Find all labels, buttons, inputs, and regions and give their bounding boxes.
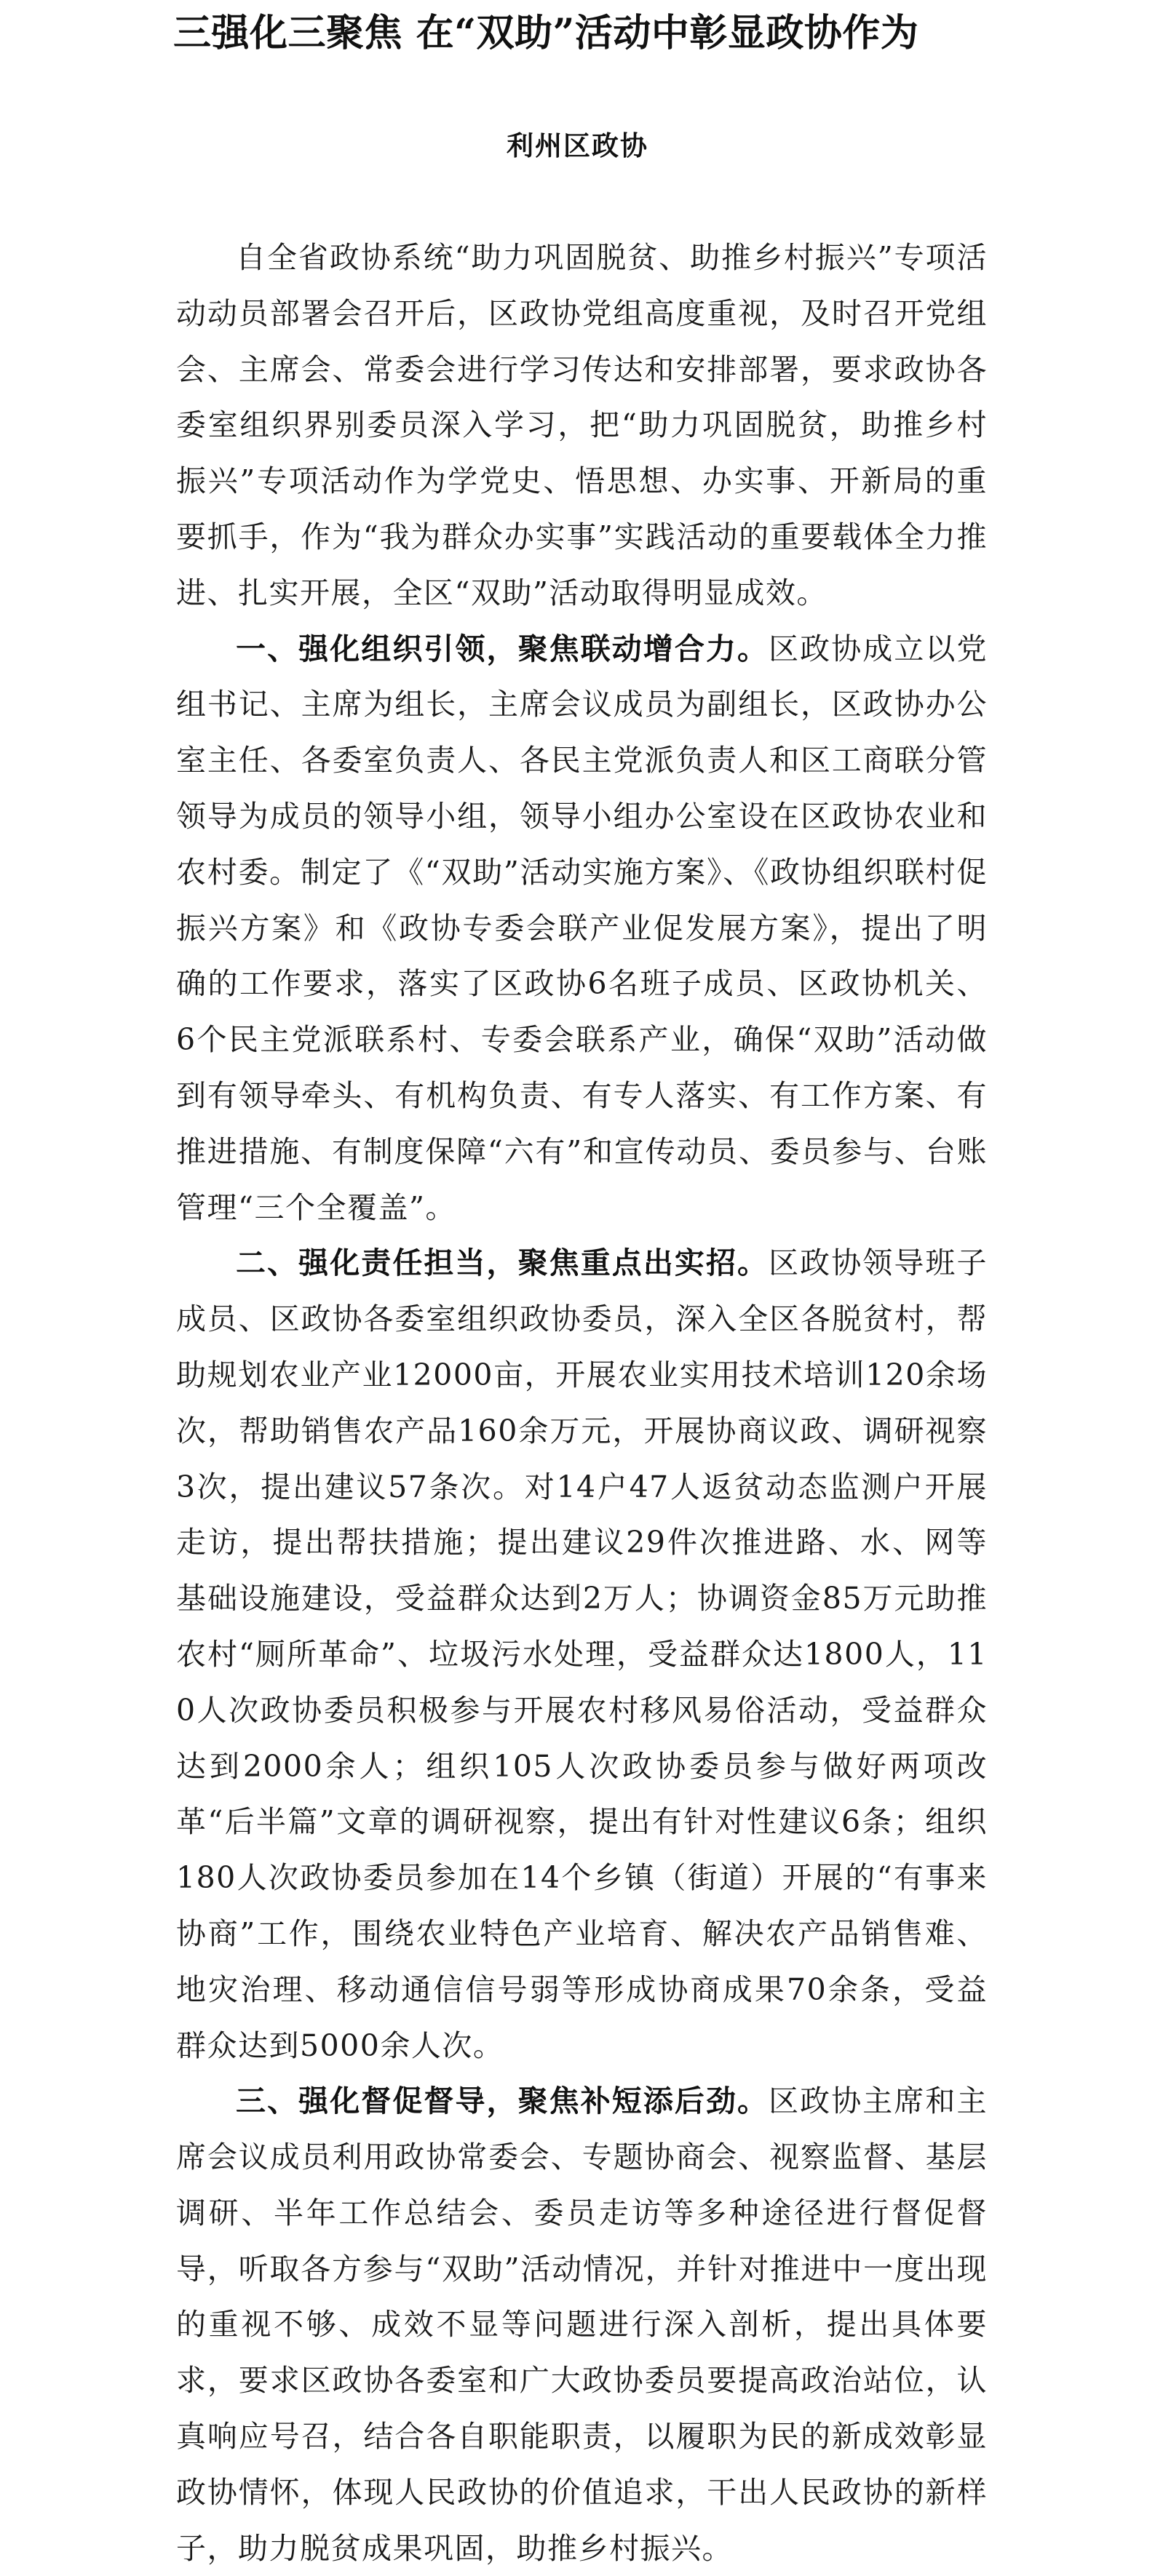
article-author: 利州区政协 — [507, 129, 648, 162]
article-body — [176, 230, 988, 2576]
section-heading-3: 三、强化督促督导，聚焦补短添后劲。 — [236, 2083, 769, 2119]
section-heading-1: 一、强化组织引领，聚焦联动增合力。 — [236, 631, 769, 666]
section-text-2: 区政协领导班子成员、区政协各委室组织政协委员，深入全区各脱贫村，帮助规划农业产业12000亩，开展农业实用技术培训120余场次，帮助销售农产品160余万元，开展协商议政、调研视察3次，提出建议57条次。对14户47人返贫动态监测户开展走访，提出帮扶措施；提出建议29件次推进路、水、网等基础设施建设，受益群众达到2万人；协调资金85万元助推农村“厕所革命”、垃圾污水处理，受益群众达1800人，110人次政协委员积极参与开展农村移风易俗活动，受益群众达到2000余人；组织105人次政协委员参与做好两项改革“后半篇”文章的调研视察，提出有针对性建议6条；组织180人次政协委员参加在14个乡镇（街道）开展的“有事来协商”工作，围绕农业特色产业培育、解决农产品销售难、地灾治理、移动通信信号弱等形成协商成果70余条，受益群众达到5000余人次。 — [176, 1245, 988, 2063]
article-title: 三强化三聚焦 在“双助”活动中彰显政协作为 — [173, 11, 919, 55]
section-paragraph-3 — [176, 2073, 988, 2576]
intro-paragraph: 自全省政协系统“助力巩固脱贫、助推乡村振兴”专项活动动员部署会召开后，区政协党组高度重视，及时召开党组会、主席会、常委会进行学习传达和安排部署，要求政协各委室组织界别委员深入学习，把“助力巩固脱贫，助推乡村振兴”专项活动作为学党史、悟思想、办实事、开新局的重要抓手，作为“我为群众办实事”实践活动的重要载体全力推进、扎实开展，全区“双助”活动取得明显成效。 — [176, 240, 988, 610]
section-paragraph-1 — [176, 621, 988, 1236]
section-heading-2: 二、强化责任担当，聚焦重点出实招。 — [236, 1245, 769, 1281]
section-paragraph-2 — [176, 1235, 988, 2073]
section-text-1: 区政协成立以党组书记、主席为组长，主席会议成员为副组长，区政协办公室主任、各委室负责人、各民主党派负责人和区工商联分管领导为成员的领导小组，领导小组办公室设在区政协农业和农村委。制定了《“双助”活动实施方案》、《政协组织联村促振兴方案》和《政协专委会联产业促发展方案》，提出了明确的工作要求，落实了区政协6名班子成员、区政协机关、6个民主党派联系村、专委会联系产业，确保“双助”活动做到有领导牵头、有机构负责、有专人落实、有工作方案、有推进措施、有制度保障“六有”和宣传动员、委员参与、台账管理“三个全覆盖”。 — [176, 631, 988, 1225]
section-text-3: 区政协主席和主席会议成员利用政协常委会、专题协商会、视察监督、基层调研、半年工作总结会、委员走访等多种途径进行督促督导，听取各方参与“双助”活动情况，并针对推进中一度出现的重视不够、成效不显等问题进行深入剖析，提出具体要求，要求区政协各委室和广大政协委员要提高政治站位，认真响应号召，结合各自职能职责，以履职为民的新成效彰显政协情怀，体现人民政协的价值追求，干出人民政协的新样子，助力脱贫成果巩固，助推乡村振兴。 — [176, 2083, 988, 2566]
